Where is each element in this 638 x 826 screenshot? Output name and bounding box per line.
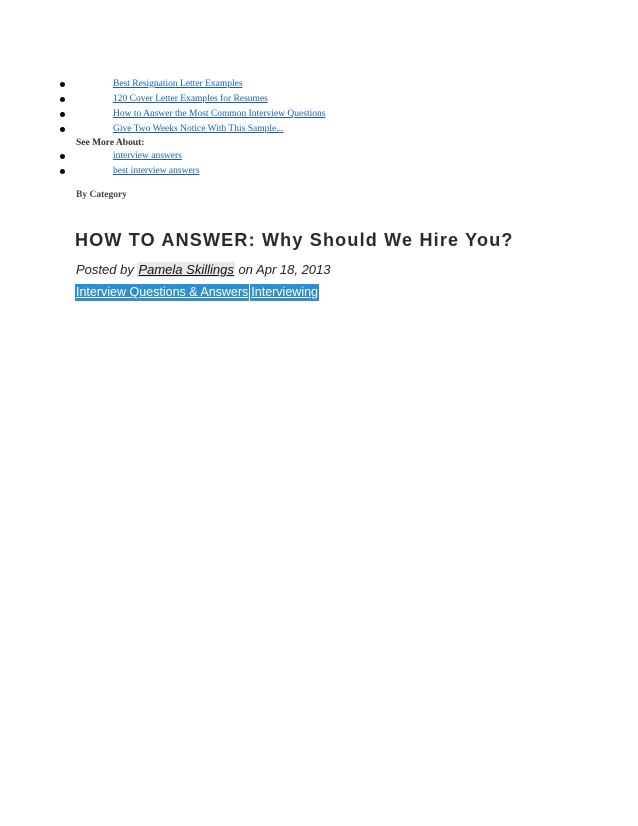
bullet-icon [60,154,65,159]
post-byline [76,262,331,277]
related-link-cover-letter[interactable]: 120 Cover Letter Examples for Resumes [113,94,268,104]
related-link-resignation[interactable]: Best Resignation Letter Examples [113,79,243,89]
bullet-icon [60,97,65,102]
see-more-link-best-interview-answers[interactable]: best interview answers [113,166,200,176]
post-tags [75,284,320,301]
by-category-label: By Category [76,190,127,200]
post-date: on Apr 18, 2013 [238,262,331,277]
bullet-icon [60,127,65,132]
related-link-two-weeks-notice[interactable]: Give Two Weeks Notice With This Sample... [113,124,284,134]
bullet-icon [60,169,65,174]
author-link[interactable]: Pamela Skillings [138,262,234,277]
related-link-interview-questions[interactable]: How to Answer the Most Common Interview Questions [113,109,326,119]
post-title: HOW TO ANSWER: Why Should We Hire You? [75,230,514,250]
bullet-icon [60,112,65,117]
tag-interview-questions-answers[interactable]: Interview Questions & Answers [76,285,249,299]
bullet-icon [60,82,65,87]
tag-interviewing[interactable]: Interviewing [251,285,318,299]
posted-by-label: Posted by [76,262,134,277]
see-more-link-interview-answers[interactable]: interview answers [113,151,182,161]
see-more-label: See More About: [76,138,145,148]
